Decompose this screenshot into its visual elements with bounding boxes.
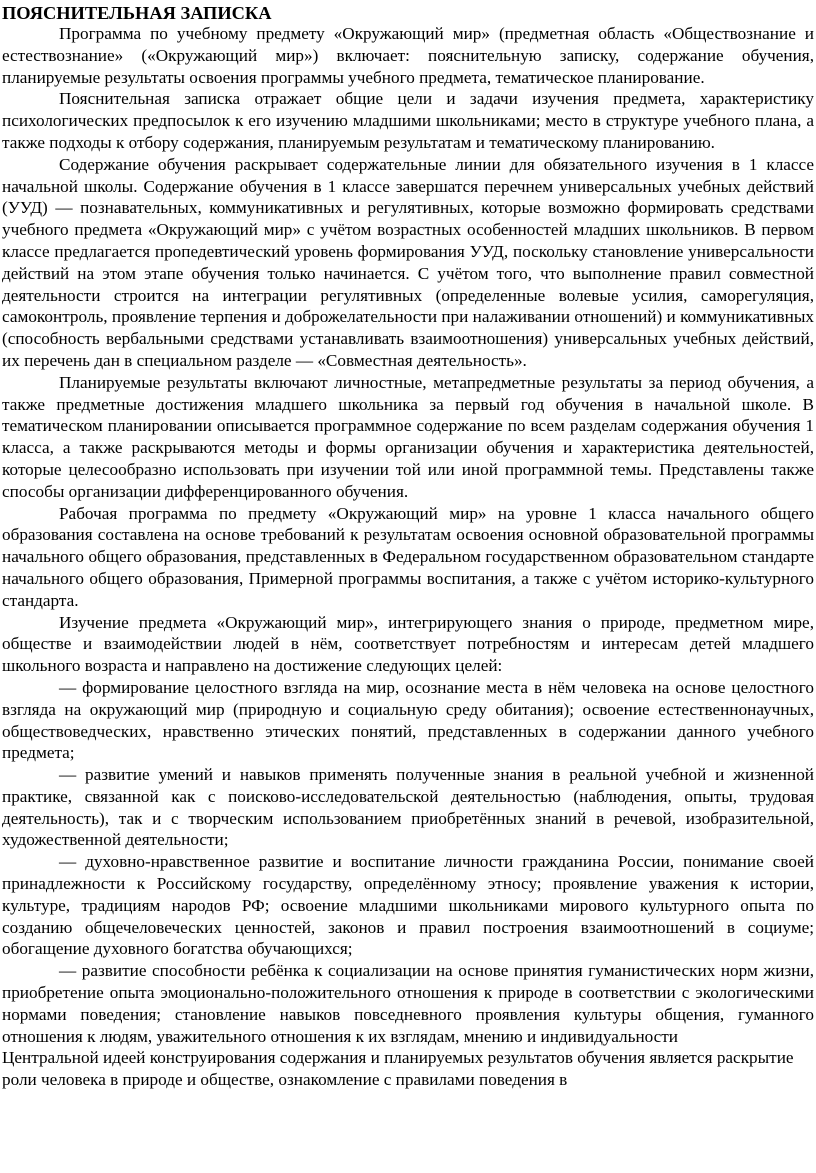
list-item-goal-4: — развитие способности ребёнка к социализации на основе принятия гуманистических норм жизни, приобретение опыта эмоционально-положительного отношения к природе в соответствии с экологическими нормами поведения; становление навыков повседневного проявления культуры общения, гуманного отношения к людям, уважительного отношения к их взглядам, мнению и индивидуальности bbox=[2, 961, 814, 1046]
list-item-goal-3: — духовно-нравственное развитие и воспитание личности гражданина России, понимание своей принадлежности к Российскому государству, определённому этносу; проявление уважения к истории, культуре, традициям народов РФ; освоение младшими школьниками мирового культурного опыта по созданию общечеловеческих ценностей, законов и правил построения взаимоотношений в социуме; обогащение духовного богатства обучающихся; bbox=[2, 852, 814, 959]
paragraph-content: Содержание обучения раскрывает содержательные линии для обязательного изучения в 1 классе начальной школы. Содержание обучения в 1 классе завершатся перечнем универсальных учебных действий (УУД) — познавательных, коммуникативных и регулятивных, которые возможно формировать средствами учебного предмета «Окружающий мир» с учётом возрастных особенностей младших школьников. В первом классе предлагается пропедевтический уровень формирования УУД, поскольку становление универсальности действий на этом этапе обучения только начинается. С учётом того, что выполнение правил совместной деятельности строится на интеграции регулятивных (определенные волевые усилия, саморегуляция, самоконтроль, проявление терпения и доброжелательности при налаживании отношений) и коммуникативных (способность вербальными средствами устанавливать взаимоотношения) универсальных учебных действий, их перечень дан в специальном разделе — «Совместная деятельность». bbox=[2, 154, 814, 370]
page-title: ПОЯСНИТЕЛЬНАЯ ЗАПИСКА bbox=[2, 3, 272, 23]
paragraph-explanatory-note: Пояснительная записка отражает общие цели и задачи изучения предмета, характеристику психологических предпосылок к его изучению младшими школьниками; место в структуре учебного плана, а также подходы к отбору содержания, планируемым результатам и тематическому планированию. bbox=[2, 89, 814, 152]
paragraph-work-program: Рабочая программа по предмету «Окружающий мир» на уровне 1 класса начального общего образования составлена на основе требований к результатам освоения основной образовательной программы начального общего образования, представленных в Федеральном государственном образовательном стандарте начального общего образования, Примерной программы воспитания, а также с учётом историко-культурного стандарта. bbox=[2, 503, 814, 610]
paragraph-intro: Программа по учебному предмету «Окружающий мир» (предметная область «Обществознание и естествознание» («Окружающий мир») включает: пояснительную записку, содержание обучения, планируемые результаты освоения программы учебного предмета, тематическое планирование. bbox=[2, 24, 814, 87]
paragraph-planned-results: Планируемые результаты включают личностные, метапредметные результаты за период обучения, а также предметные достижения младшего школьника за первый год обучения в начальной школе. В тематическом планировании описывается программное содержание по всем разделам содержания обучения 1 класса, а также раскрываются методы и формы организации обучения и характеристика деятельностей, которые целесообразно использовать при изучении той или иной программной темы. Представлены также способы организации дифференцированного обучения. bbox=[2, 372, 814, 501]
list-item-goal-1: — формирование целостного взгляда на мир, осознание места в нём человека на основе целостного взгляда на окружающий мир (природную и социальную среду обитания); освоение естественнонаучных, обществоведческих, нравственно этических понятий, представленных в содержании данного учебного предмета; bbox=[2, 677, 814, 763]
paragraph-goals-intro: Изучение предмета «Окружающий мир», интегрирующего знания о природе, предметном мире, обществе и взаимодействии людей в нём, соответствует потребностям и интересам детей младшего школьного возраста и направлено на достижение следующих целей: bbox=[2, 612, 814, 676]
list-item-goal-2: — развитие умений и навыков применять полученные знания в реальной учебной и жизненной практике, связанной как с поисково-исследовательской деятельностью (наблюдения, опыты, трудовая деятельность), так и с творческим использованием приобретённых знаний в речевой, изобразительной, художественной деятельности; bbox=[2, 765, 814, 850]
paragraph-central-idea: Центральной идеей конструирования содержания и планируемых результатов обучения является раскрытие роли человека в природе и обществе, ознакомление с правилами поведения в bbox=[2, 1048, 794, 1090]
